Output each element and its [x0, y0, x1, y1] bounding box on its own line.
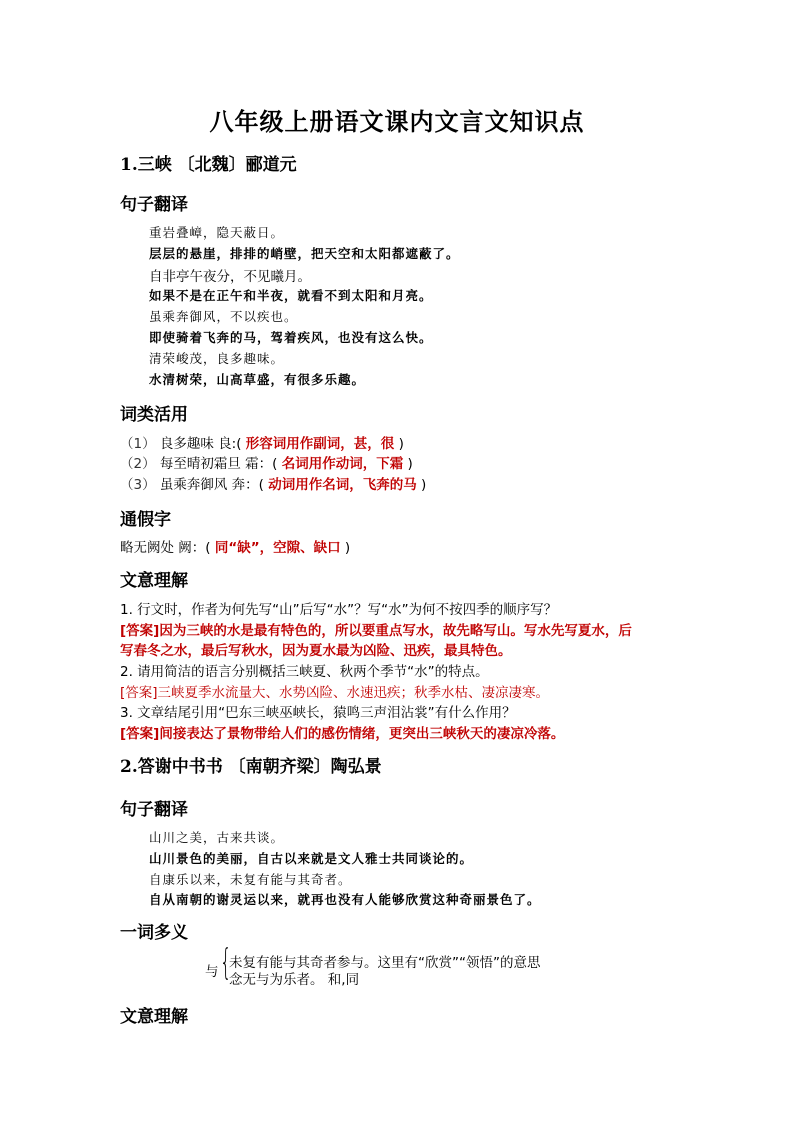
- polysemy-heading: 一词多义: [120, 923, 188, 943]
- item-answer: 形容词用作副词，甚，很: [245, 436, 395, 452]
- tongjia-text: 略无阙处 阙：(: [120, 540, 211, 556]
- question-2: 2. 请用简洁的语言分别概括三峡夏、秋两个季节“水”的特点。: [120, 664, 489, 680]
- section-1-heading: 1.三峡 〔北魏〕郦道元: [120, 155, 297, 175]
- translation-sentence: 水清树荣，山高草盛，有很多乐趣。: [149, 372, 366, 387]
- classical-sentence: 自康乐以来，未复有能与其奇者。: [149, 872, 352, 887]
- section-2-heading: 2.答谢中书书 〔南朝齐梁〕陶弘景: [120, 757, 382, 777]
- translation-sentence: 如果不是在正午和半夜，就看不到太阳和月亮。: [149, 288, 433, 303]
- classical-sentence: 自非亭午夜分，不见曦月。: [149, 269, 311, 285]
- word-class-item: [120, 452, 413, 472]
- item-close: ): [407, 456, 413, 472]
- item-text: 良多趣味 良:(: [159, 436, 242, 452]
- answer-2: [答案]三峡夏季水流量大、水势凶险、水速迅疾；秋季水枯、凄凉凄寒。: [120, 685, 550, 701]
- page-title: 八年级上册语文课内文言文知识点: [209, 107, 585, 136]
- answer-1-line-1: [答案]因为三峡的水是最有特色的，所以要重点写水，故先略写山。写水先写夏水，后: [120, 623, 632, 639]
- tongjia-heading: 通假字: [120, 510, 171, 530]
- answer-3: [答案]间接表达了景物带给人们的感伤情绪，更突出三峡秋天的凄凉冷落。: [120, 726, 565, 742]
- item-number: （2）: [120, 456, 156, 472]
- section-1-translation-heading: 句子翻译: [120, 195, 188, 215]
- translation-sentence: 即使骑着飞奔的马，驾着疾风，也没有这么快。: [149, 330, 433, 345]
- tongjia-answer: 同“缺”，空隙、缺口: [214, 540, 341, 556]
- item-text: 每至晴初霜旦 霜：(: [159, 456, 278, 472]
- brace-icon: {: [220, 942, 232, 983]
- word-class-item: [120, 432, 404, 452]
- classical-sentence: 虽乘奔御风，不以疾也。: [149, 309, 298, 324]
- item-answer: 动词用作名词，飞奔的马: [268, 477, 417, 493]
- section-2-comprehension-heading: 文意理解: [120, 1007, 188, 1027]
- polysemy-line-2: 念无与为乐者。 和,同: [229, 972, 360, 988]
- translation-sentence: 自从南朝的谢灵运以来，就再也没有人能够欣赏这种奇丽景色了。: [149, 892, 541, 907]
- translation-sentence: 层层的悬崖，排排的峭壁，把天空和太阳都遮蔽了。: [149, 246, 460, 261]
- translation-sentence: 山川景色的美丽，自古以来就是文人雅士共同谈论的。: [149, 851, 474, 866]
- section-2-translation-heading: 句子翻译: [120, 800, 188, 820]
- tongjia-item: [120, 536, 350, 556]
- classical-sentence: 重岩叠嶂，隐天蔽日。: [149, 225, 285, 240]
- comprehension-heading: 文意理解: [120, 571, 188, 591]
- item-number: （1）: [120, 436, 156, 452]
- classical-sentence: 清荣峻茂，良多趣味。: [149, 351, 285, 366]
- answer-1-line-2: 写春冬之水，最后写秋水，因为夏水最为凶险、迅疾，最具特色。: [120, 643, 512, 659]
- word-class-heading: 词类活用: [120, 405, 188, 425]
- item-close: ): [398, 436, 404, 452]
- word-class-item: [120, 473, 426, 493]
- classical-sentence: 山川之美，古来共谈。: [149, 830, 285, 845]
- question-1: 1. 行文时，作者为何先写“山”后写“水”？写“水”为何不按四季的顺序写？: [120, 602, 558, 618]
- item-answer: 名词用作动词，下霜: [281, 456, 404, 472]
- item-number: （3）: [120, 477, 156, 493]
- tongjia-close: ): [344, 540, 351, 556]
- polysemy-word: 与: [205, 964, 219, 980]
- question-3: 3. 文章结尾引用“巴东三峡巫峡长，猿鸣三声泪沾裳”有什么作用？: [120, 705, 516, 721]
- item-close: ): [421, 477, 427, 493]
- polysemy-line-1: 未复有能与其奇者参与。这里有“欣赏”“领悟”的意思: [229, 955, 541, 971]
- item-text: 虽乘奔御风 奔：(: [159, 477, 264, 493]
